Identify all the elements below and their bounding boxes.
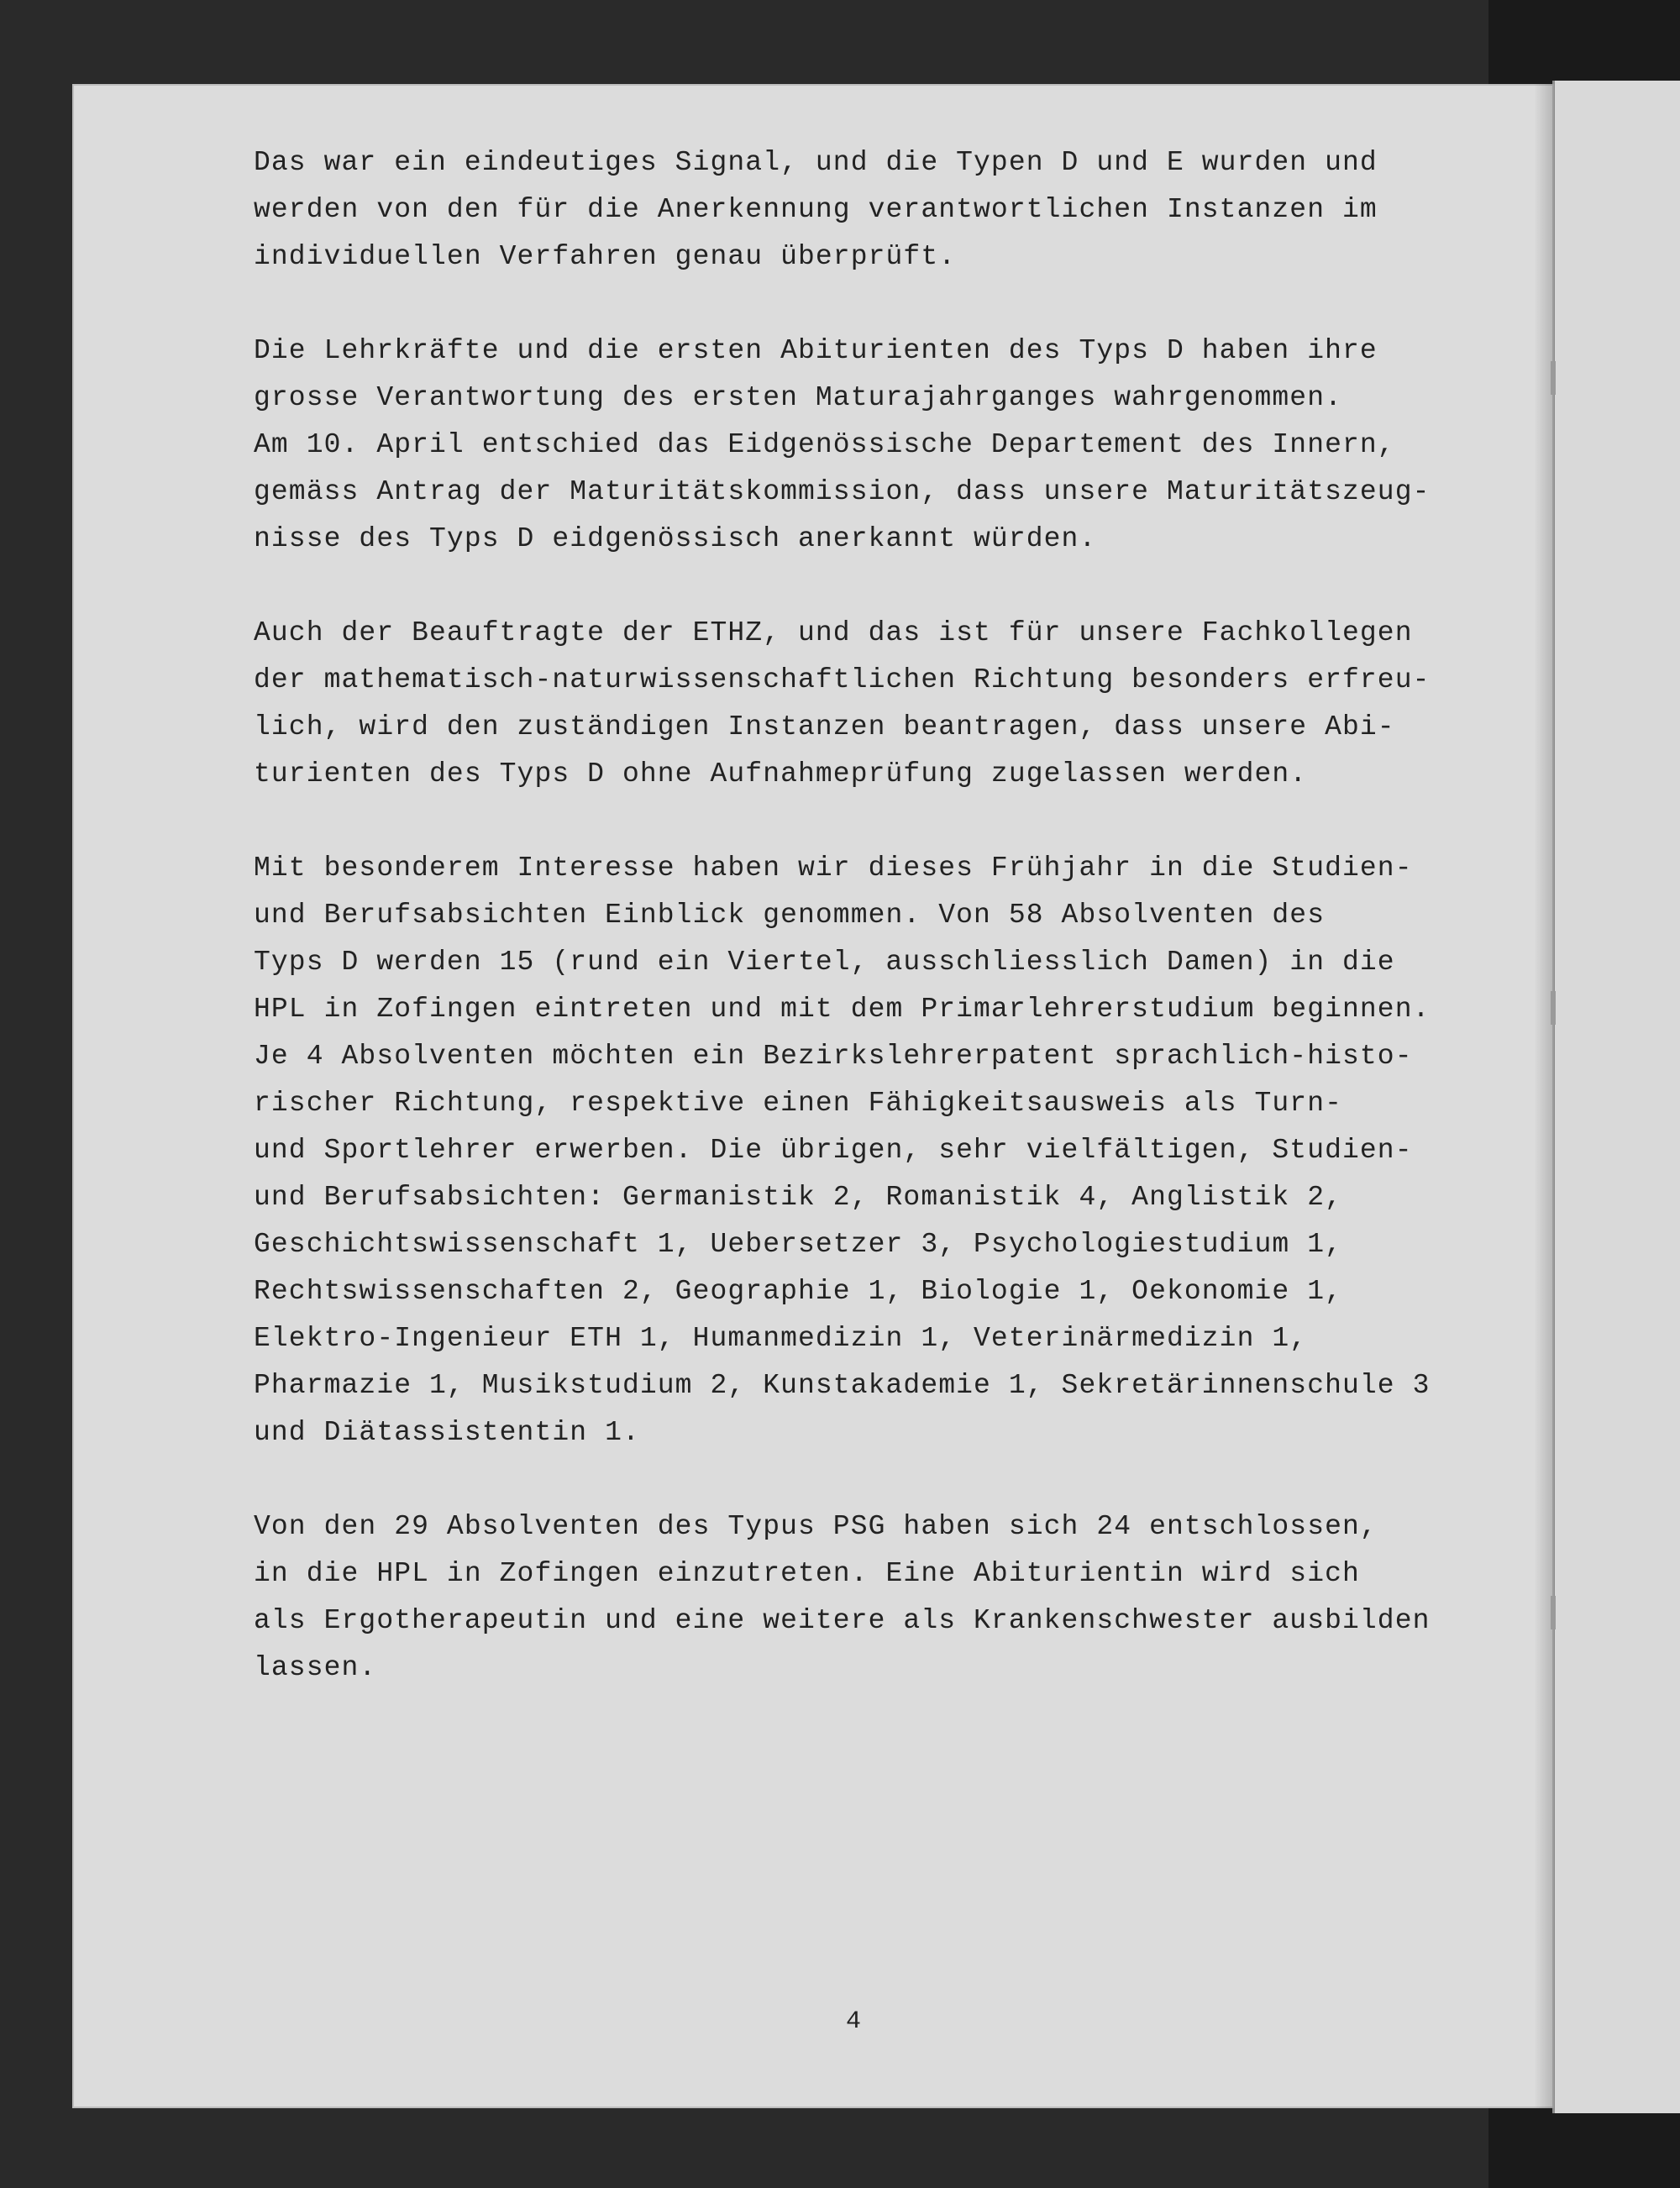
text-line: turienten des Typs D ohne Aufnahmeprüfung zugelassen werden.	[254, 758, 1308, 790]
text-line: Typs D werden 15 (rund ein Viertel, ausschliesslich Damen) in die	[254, 947, 1395, 978]
facing-page-edge	[1552, 81, 1680, 2113]
text-line: individuellen Verfahren genau überprüft.	[254, 241, 957, 272]
text-line: gemäss Antrag der Maturitätskommission, dass unsere Maturitätszeug-	[254, 476, 1431, 507]
text-line: Rechtswissenschaften 2, Geographie 1, Biologie 1, Oekonomie 1,	[254, 1276, 1342, 1307]
body-text	[254, 139, 1530, 1739]
text-line: und Berufsabsichten: Germanistik 2, Romanistik 4, Anglistik 2,	[254, 1182, 1342, 1213]
paragraph	[254, 610, 1530, 798]
text-line: und Sportlehrer erwerben. Die übrigen, sehr vielfältigen, Studien-	[254, 1135, 1413, 1166]
text-line: in die HPL in Zofingen einzutreten. Eine Abiturientin wird sich	[254, 1558, 1360, 1589]
staple-mark	[1551, 991, 1556, 1025]
text-line: Je 4 Absolventen möchten ein Bezirkslehrerpatent sprachlich-histo-	[254, 1041, 1413, 1072]
text-line: werden von den für die Anerkennung verantwortlichen Instanzen im	[254, 194, 1378, 225]
text-line: Am 10. April entschied das Eidgenössische Departement des Innern,	[254, 429, 1395, 460]
text-line: Die Lehrkräfte und die ersten Abiturienten des Typs D haben ihre	[254, 335, 1378, 366]
text-line: Geschichtswissenschaft 1, Uebersetzer 3, Psychologiestudium 1,	[254, 1229, 1342, 1260]
text-line: nisse des Typs D eidgenössisch anerkannt würden.	[254, 523, 1097, 554]
text-line: Von den 29 Absolventen des Typus PSG haben sich 24 entschlossen,	[254, 1511, 1378, 1542]
text-line: HPL in Zofingen eintreten und mit dem Primarlehrerstudium beginnen.	[254, 994, 1431, 1025]
document-page	[72, 84, 1554, 2108]
paragraph	[254, 139, 1530, 281]
text-line: Mit besonderem Interesse haben wir dieses Frühjahr in die Studien-	[254, 853, 1413, 884]
text-line: grosse Verantwortung des ersten Maturajahrganges wahrgenommen.	[254, 382, 1342, 413]
staple-mark	[1551, 361, 1556, 395]
page-number: 4	[845, 2007, 861, 2036]
text-line: lassen.	[254, 1652, 377, 1683]
text-line: Das war ein eindeutiges Signal, und die Typen D und E wurden und	[254, 147, 1378, 178]
paragraph	[254, 328, 1530, 563]
text-line: als Ergotherapeutin und eine weitere als Krankenschwester ausbilden	[254, 1605, 1431, 1636]
paragraph	[254, 1503, 1530, 1692]
text-line: lich, wird den zuständigen Instanzen beantragen, dass unsere Abi-	[254, 711, 1395, 742]
text-line: rischer Richtung, respektive einen Fähigkeitsausweis als Turn-	[254, 1088, 1342, 1119]
text-line: und Diätassistentin 1.	[254, 1417, 640, 1448]
text-line: Auch der Beauftragte der ETHZ, und das ist für unsere Fachkollegen	[254, 617, 1413, 648]
paragraph	[254, 845, 1530, 1456]
text-line: der mathematisch-naturwissenschaftlichen Richtung besonders erfreu-	[254, 664, 1431, 695]
text-line: Pharmazie 1, Musikstudium 2, Kunstakademie 1, Sekretärinnenschule 3	[254, 1370, 1431, 1401]
text-line: Elektro-Ingenieur ETH 1, Humanmedizin 1, Veterinärmedizin 1,	[254, 1323, 1308, 1354]
text-line: und Berufsabsichten Einblick genommen. Von 58 Absolventen des	[254, 900, 1326, 931]
staple-mark	[1551, 1596, 1556, 1629]
